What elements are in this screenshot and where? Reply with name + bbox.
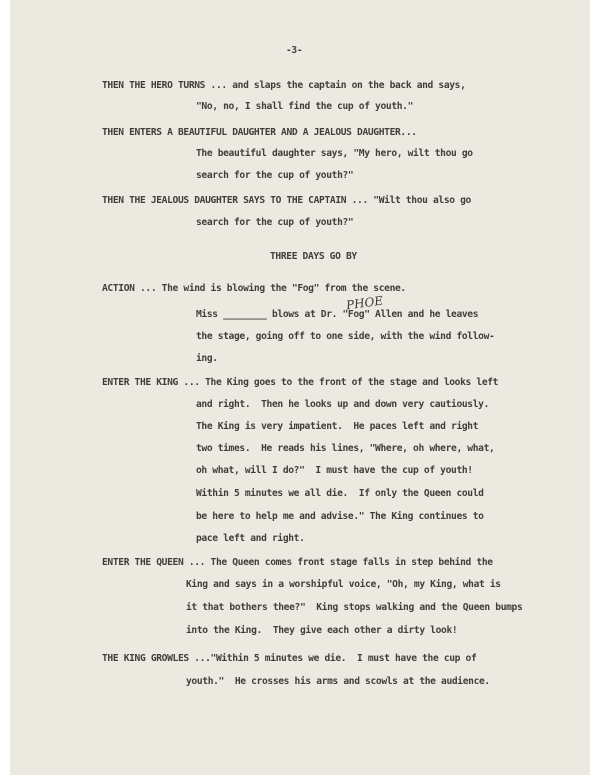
script-line: the stage, going off to one side, with the wind follow- [196,331,495,342]
script-line: pace left and right. [196,533,305,544]
section-heading: THREE DAYS GO BY [270,251,357,262]
script-line: into the King. They give each other a dirty look! [186,625,458,636]
script-line: ENTER THE QUEEN ... The Queen comes front stage falls in step behind the [102,557,493,568]
script-line: Miss ________ blows at Dr. "Fog" Allen and he leaves [196,309,479,320]
script-line: THEN THE HERO TURNS ... and slaps the captain on the back and says, [102,80,466,91]
script-line: Within 5 minutes we all die. If only the Queen could [196,488,484,499]
handwritten-note: PHOE [345,293,384,313]
script-line: ing. [196,353,218,364]
script-line: THEN ENTERS A BEAUTIFUL DAUGHTER AND A JEALOUS DAUGHTER... [102,127,417,138]
script-line: King and says in a worshipful voice, "Oh, my King, what is [186,579,501,590]
script-line: and right. Then he looks up and down very cautiously. [196,399,490,410]
script-line: two times. He reads his lines, "Where, oh where, what, [196,443,495,454]
script-line: youth." He crosses his arms and scowls at the audience. [186,676,490,687]
script-line: The King is very impatient. He paces left and right [196,421,479,432]
page-number: -3- [286,45,303,56]
script-line: The beautiful daughter says, "My hero, wilt thou go [196,148,473,159]
script-line: "No, no, I shall find the cup of youth." [196,101,414,112]
script-line: oh what, will I do?" I must have the cup of youth! [196,465,473,476]
script-line: ENTER THE KING ... The King goes to the front of the stage and looks left [102,377,499,388]
script-line: THE KING GROWLES ..."Within 5 minutes we die. I must have the cup of [102,653,477,664]
script-line: search for the cup of youth?" [196,170,354,181]
script-line: THEN THE JEALOUS DAUGHTER SAYS TO THE CAPTAIN ... "Wilt thou also go [102,195,471,206]
script-line: search for the cup of youth?" [196,217,354,228]
script-line: be here to help me and advise." The King continues to [196,511,484,522]
typed-page [10,0,590,775]
script-line: ACTION ... The wind is blowing the "Fog" from the scene. [102,283,406,294]
script-line: it that bothers thee?" King stops walking and the Queen bumps [186,602,523,613]
